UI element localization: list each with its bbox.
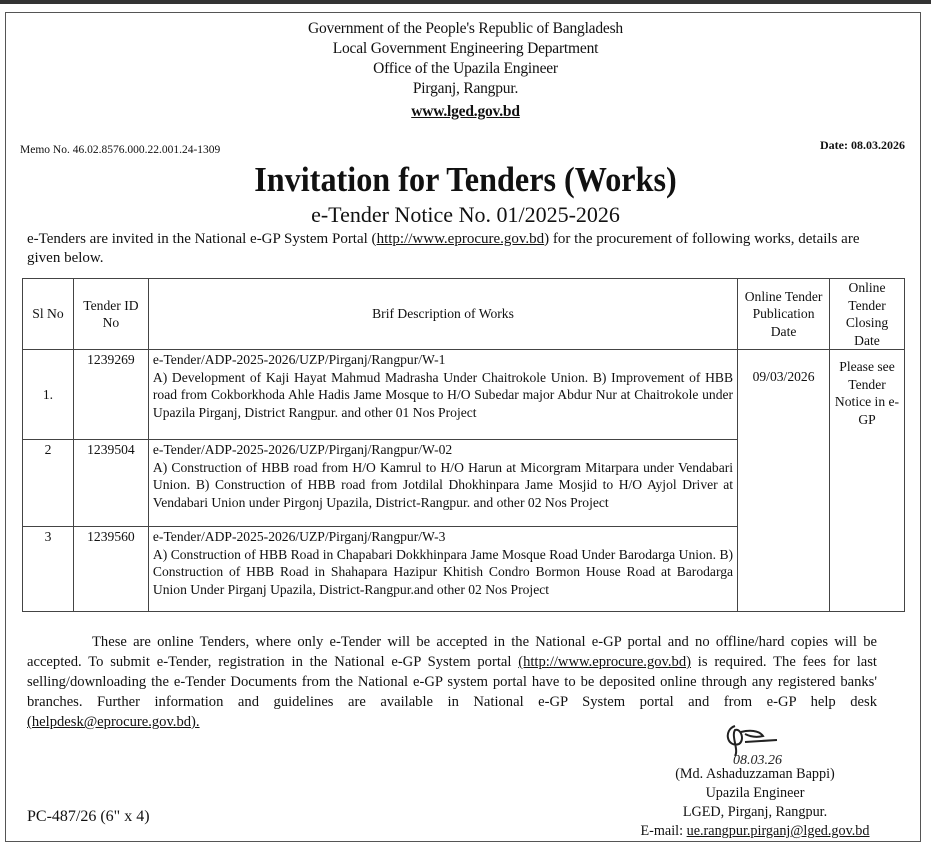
notice-date: Date: 08.03.2026 [820,138,905,152]
header-location: Pirganj, Rangpur. [412,80,519,97]
signatory-name: (Md. Ashaduzzaman Bappi) [675,766,835,782]
intro-text [27,230,887,268]
notice-text-1: These are online Tenders, where only e-Tender will be accepted in the National e-GP portal and no offline/hard copies will be accepted. To submit e-Tender, registration in the National e-GP System portal [27,634,877,670]
row-description [148,440,737,527]
intro-before: e-Tenders are invited in the National e-GP System Portal ( [27,231,377,247]
signature-image [705,722,805,768]
email-link[interactable]: ue.rangpur.pirganj@lged.gov.bd [686,823,870,839]
table-row [23,350,905,440]
row-works: A) Construction of HBB road from H/O Kamrul to H/O Harun at Micorgram Mitarpara under Vendabari Union. B) Construction of HBB road from Jotdilal Dhokhinpara Jame Mosjid to H/O Ayjol Driver at Vendabari Union under Pirgonj Upazila, District-Rangpur. and other 02 Nos Project [152,459,734,510]
memo-number: Memo No. 46.02.8576.000.22.001.24-1309 [20,144,221,156]
top-rule [0,0,931,4]
row-ref: e-Tender/ADP-2025-2026/UZP/Pirganj/Rangpur/W-3 [152,529,446,544]
row-ref: e-Tender/ADP-2025-2026/UZP/Pirganj/Rangpur/W-02 [152,442,453,457]
row-description [148,350,737,440]
signatory-office: LGED, Pirganj, Rangpur. [682,804,828,820]
eprocure-link-2[interactable]: (http://www.eprocure.gov.bd) [518,654,691,670]
publication-date: 09/03/2026 [738,350,830,612]
row-sl: 3 [23,527,74,612]
row-description [148,527,737,612]
eprocure-link[interactable]: http://www.eprocure.gov.bd [376,231,545,247]
header-website-link[interactable]: www.lged.gov.bd [411,103,520,120]
row-tender-id: 1239269 [73,350,148,440]
page-title: Invitation for Tenders (Works) [254,160,677,199]
row-sl: 2 [23,440,74,527]
col-header-description: Brif Description of Works [148,279,737,350]
row-sl: 1. [23,350,74,440]
row-tender-id: 1239504 [73,440,148,527]
header-office: Office of the Upazila Engineer [373,60,558,77]
row-tender-id: 1239560 [73,527,148,612]
signatory-designation: Upazila Engineer [705,785,805,801]
closing-date: Please see Tender Notice in e-GP [830,350,905,612]
tender-table [22,278,905,612]
intro-after: ) for the procurement of following works, details are given below. [27,231,860,266]
col-header-sl: Sl No [23,279,74,350]
header-government: Government of the People's Republic of Bangladesh [308,20,623,37]
header-department: Local Government Engineering Department [332,40,599,57]
pc-reference: PC-487/26 (6" x 4) [27,808,150,825]
email-label: E-mail: [640,823,687,839]
col-header-id: Tender ID No [73,279,148,350]
row-ref: e-Tender/ADP-2025-2026/UZP/Pirganj/Rangpur/W-1 [152,352,446,367]
col-header-publication: Online Tender Publication Date [738,279,830,350]
col-header-closing: Online Tender Closing Date [830,279,905,350]
signatory-email [600,822,910,841]
notice-number: e-Tender Notice No. 01/2025-2026 [311,202,620,227]
row-works: A) Development of Kaji Hayat Mahmud Madrasha Under Chaitrokole Union. B) Improvement of HBB road from Cokborkhoda Ahle Hadis Jame Mosque to H/O Subedar major Abdur Nur at Chaitrokole under Upazila Pirganj, District Rangpur. and other 01 Nos Project [152,369,734,420]
notice-text-2: is required. The fees for last selling/downloading the e-Tender Documents from the National e-GP system portal have to be deposited online through any registered banks' branches. Further information and guidelines are available in National e-GP System portal and from e-GP help desk [27,654,877,710]
notice-paragraph [27,632,877,732]
signatory-block [600,765,910,841]
signature-date: 08.03.26 [733,753,782,768]
helpdesk-email-link[interactable]: (helpdesk@eprocure.gov.bd). [27,714,200,730]
row-works: A) Construction of HBB Road in Chapabari Dokkhinpara Jame Mosque Road Under Barodarga Union. B) Construction of HBB Road in Shahapara Hazipur Khitish Condro Bormon House Road at Barodarga Union Under Pirganj Upazila, District-Rangpur.and other 02 Nos Project [152,546,734,597]
table-header-row [23,279,905,350]
